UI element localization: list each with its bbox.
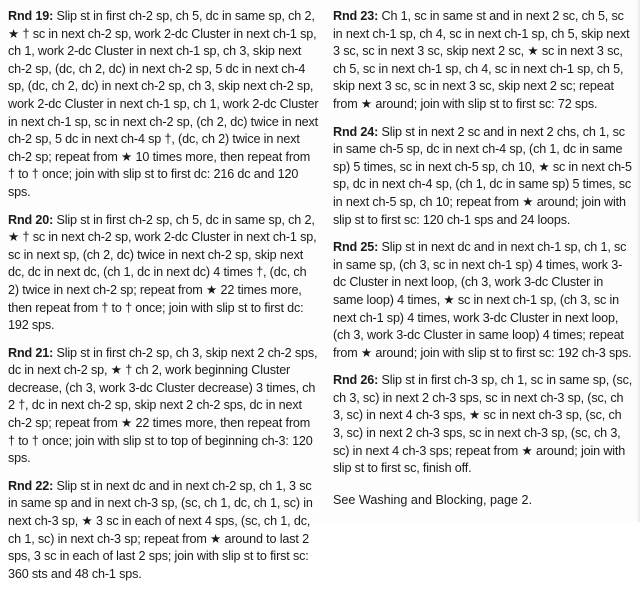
round-23-label: Rnd 23:	[333, 9, 379, 23]
round-21-label: Rnd 21:	[8, 345, 54, 360]
round-20-label: Rnd 20:	[8, 212, 54, 227]
round-21-instruction	[8, 345, 320, 468]
washing-blocking-note: See Washing and Blocking, page 2.	[333, 492, 533, 507]
round-25-instruction	[333, 239, 633, 362]
round-19-label: Rnd 19:	[8, 9, 54, 23]
round-24-text: Slip st in next 2 sc and in next 2 chs, ch 1, sc in same ch-5 sp, dc in next ch-4 sp, (ch 1, dc in same sp) 5 times, sc in next ch-5 sp, ch 10, ★ sc in next ch-5 sp, dc in next ch-4 sp, (ch 1, dc in same sp) 5 times, sc in next ch-5 sp, ch 10; repeat from ★ around; join with slip st to first sc: 120 ch-1 sps and 24 loops.	[333, 124, 632, 227]
round-23-instruction	[333, 8, 633, 114]
round-22-text: Slip st in next dc and in next ch-2 sp, ch 1, 3 sc in same sp and in next ch-3 sp, (sc, ch 1, dc, ch 1, sc) in next ch-3 sp, ★ 3 sc in each of next 4 sps, (sc, ch 1, dc, ch 1, sc) in next ch-3 sp; repeat from ★ around to last 2 sps, 3 sc in each of last 2 sps; join with slip st to first sc: 360 sts and 48 ch-1 sps.	[8, 478, 313, 581]
round-25-label: Rnd 25:	[333, 240, 379, 255]
scan-edge-shadow	[636, 0, 640, 522]
round-19-text: Slip st in first ch-2 sp, ch 5, dc in same sp, ch 2, ★ † sc in next ch-2 sp, work 2-dc Cluster in next ch-1 sp, ch 1, work 2-dc Cluster in next ch-1 sp, ch 3, skip next ch-2 sp, (dc, ch 2, dc) in next ch-2 sp, 5 dc in next ch-4 sp, (dc, ch 2, dc) in next ch-2 sp, ch 3, skip next ch-2 sp, work 2-dc Cluster in next ch-1 sp, ch 1, work 2-dc Cluster in next ch-1 sp, sc in next ch-2 sp, (ch 2, dc) twice in next ch-2 sp, 5 dc in next ch-4 sp †, (dc, ch 2) twice in next ch-2 sp; repeat from ★ 10 times more, then repeat from † to † once; join with slip st to first dc: 216 dc and 120 sps.	[8, 9, 319, 199]
round-26-text: Slip st in first ch-3 sp, ch 1, sc in same sp, (sc, ch 3, sc) in next 2 ch-3 sps, sc in next ch-3 sp, (sc, ch 3, sc) in next 4 ch-3 sps, ★ sc in next ch-3 sp, (sc, ch 3, sc) in next 2 ch-3 sps, sc in next ch-3 sp, (sc, ch 3, sc) in next 4 ch-3 sps; repeat from ★ around; join with slip st to first sc, finish off.	[333, 373, 633, 476]
round-24-label: Rnd 24:	[333, 124, 379, 139]
round-19-instruction	[8, 8, 320, 202]
round-23-text: Ch 1, sc in same st and in next 2 sc, ch 5, sc in next ch-1 sp, ch 4, sc in next ch-1 sp, ch 5, skip next 3 sc, sc in next 3 sc, skip next 2 sc, ★ sc in next 3 sc, ch 5, sc in next ch-1 sp, ch 4, sc in next ch-1 sp, ch 5, skip next 3 sc, sc in next 3 sc, skip next 2 sc; repeat from ★ around; join with slip st to first sc: 72 sps.	[333, 9, 630, 111]
round-26-label: Rnd 26:	[333, 373, 379, 388]
round-20-text: Slip st in first ch-2 sp, ch 5, dc in same sp, ch 2, ★ † sc in next ch-2 sp, work 2-dc Cluster in next ch-1 sp, sc in next sp, (ch 2, dc) twice in next ch-2 sp, skip next dc, dc in next dc, (ch 1, dc in next dc) 4 times †, (dc, ch 2) twice in next ch-2 sp; repeat from ★ 22 times more, then repeat from † to † once; join with slip st to first dc: 192 sps.	[8, 212, 317, 333]
right-column	[333, 8, 633, 522]
round-24-instruction	[333, 124, 633, 230]
left-column	[8, 8, 320, 593]
round-21-text: Slip st in first ch-2 sp, ch 3, skip next 2 ch-2 sps, dc in next ch-2 sp, ★ † ch 2, work beginning Cluster decrease, (ch 3, work 3-dc Cluster decrease) 3 times, ch 2 †, dc in next ch-2 sp, skip next 2 ch-2 sps, dc in next ch-2 sp; repeat from ★ 22 times more, then repeat from † to † once; join with slip st to top of beginning ch-3: 120 sps.	[8, 345, 318, 466]
round-20-instruction	[8, 212, 320, 335]
round-22-instruction	[8, 478, 320, 584]
round-22-label: Rnd 22:	[8, 478, 54, 493]
round-25-text: Slip st in next dc and in next ch-1 sp, ch 1, sc in same sp, (ch 3, sc in next ch-1 sp) 4 times, work 3-dc Cluster in next loop, (ch 3, work 3-dc Cluster in same loop) 4 times, ★ sc in next ch-1 sp, (ch 3, sc in next ch-1 sp) 4 times, work 3-dc Cluster in next loop, (ch 3, work 3-dc Cluster in same loop) 4 times; repeat from ★ around; join with slip st to first sc: 192 ch-3 sps.	[333, 240, 632, 360]
round-26-instruction	[333, 372, 633, 478]
